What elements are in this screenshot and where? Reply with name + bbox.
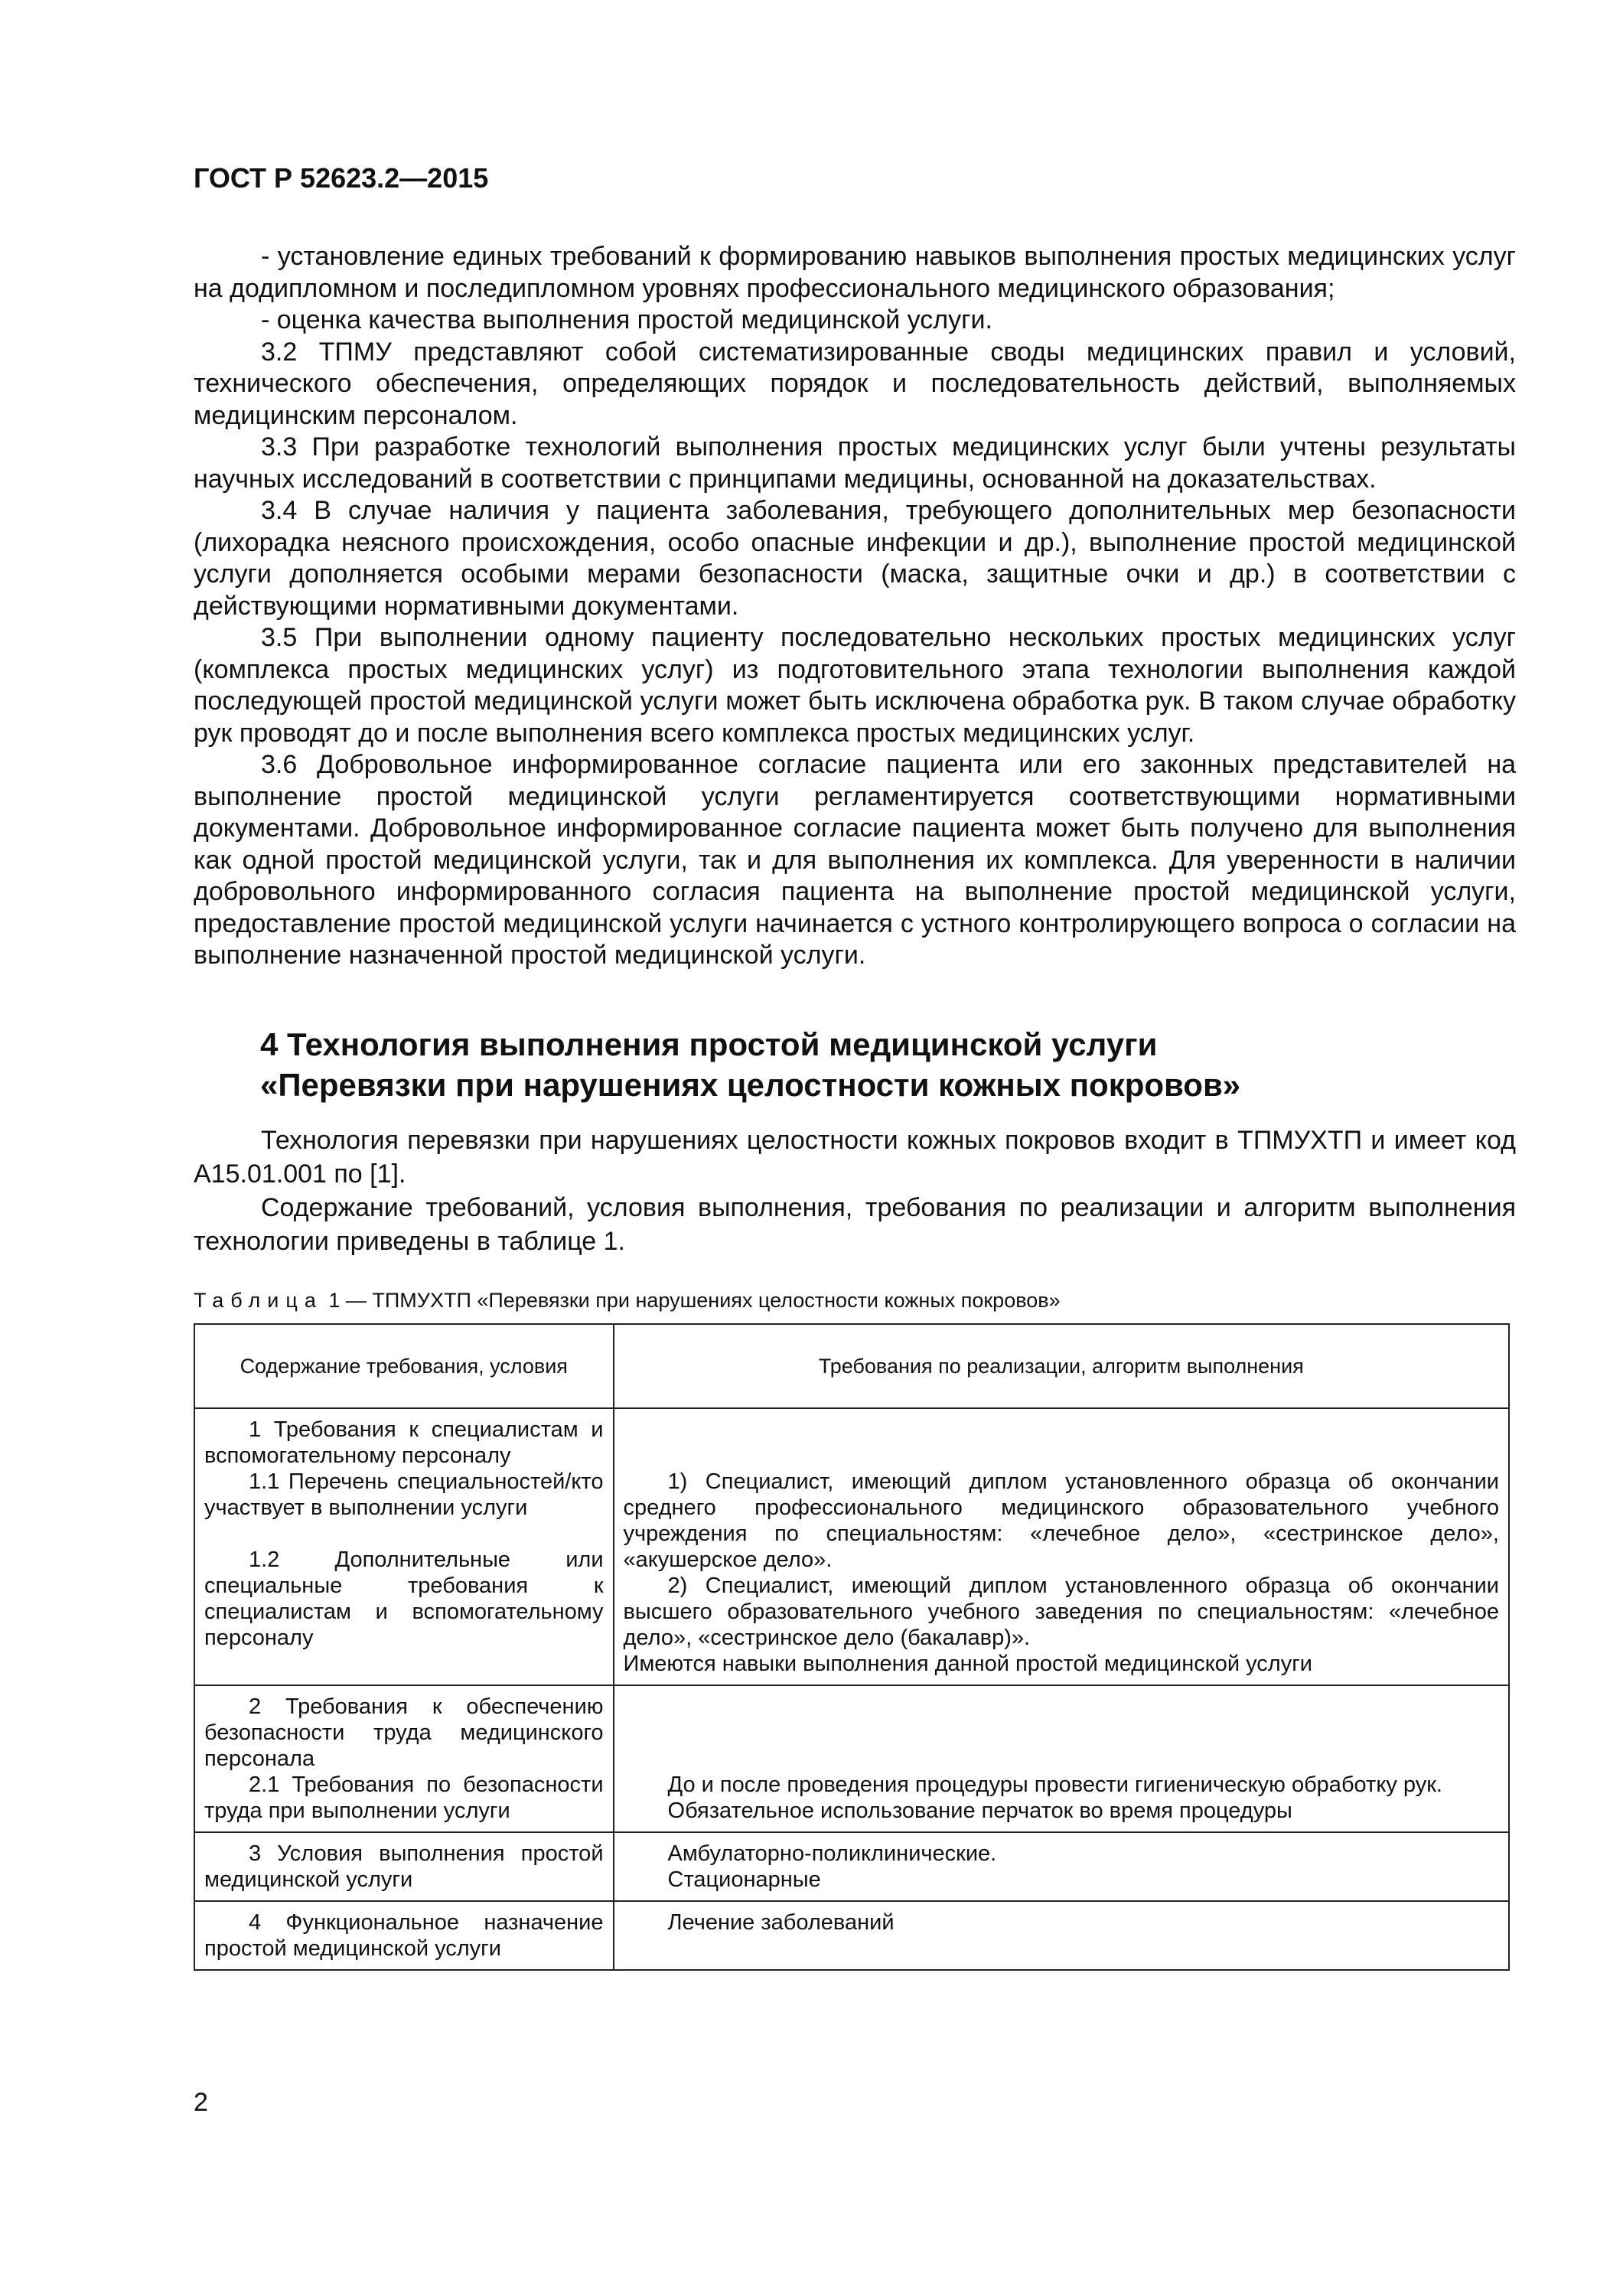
- cell-text: 1.2 Дополнительные или специальные требования к специалистам и вспомогательному персоналу: [204, 1548, 604, 1650]
- cell-text: 2 Требования к обеспечению безопасности труда медицинского персонала: [204, 1694, 604, 1771]
- paragraph: 3.3 При разработке технологий выполнения простых медицинских услуг были учтены результаты научных исследований в соответствии с принципами медицины, основанной на доказательствах.: [194, 432, 1516, 494]
- table-header-cell: Требования по реализации, алгоритм выполнения: [614, 1324, 1509, 1408]
- paragraph: 3.6 Добровольное информированное согласие пациента или его законных представителей на выполнение простой медицинской услуги регламентируется соответствующими нормативными документами. Добровольное информированное согласие пациента может быть получено для выполнения как одной простой медицинской услуги, так и для выполнения их комплекса. Для уверенности в наличии добровольного информированного согласия пациента на выполнение простой медицинской услуги, предоставление простой медицинской услуги начинается с устного контролирующего вопроса о согласии на выполнение назначенной простой медицинской услуги.: [194, 750, 1516, 970]
- cell-text: 1) Специалист, имеющий диплом установленного образца об окончании среднего профессионального медицинского образовательного учебного учреждения по специальностям: «лечебное дело», «сестринское дело», «акушерское дело».: [623, 1469, 1499, 1572]
- table-row: [194, 1901, 1509, 1970]
- cell-text: 1 Требования к специалистам и вспомогательному персоналу: [204, 1417, 604, 1468]
- table-cell: [194, 1832, 614, 1901]
- section-intro: [194, 1124, 1516, 1258]
- table-cell: [614, 1685, 1509, 1832]
- table-caption-label: Таблица: [194, 1289, 323, 1312]
- section-heading: [260, 1024, 1515, 1105]
- cell-text: 2.1 Требования по безопасности труда при выполнении услуги: [204, 1773, 604, 1823]
- table-row: [194, 1685, 1509, 1832]
- section-heading-line: 4 Технология выполнения простой медицинской услуги: [260, 1026, 1158, 1062]
- cell-text: 4 Функциональное назначение простой медицинской услуги: [204, 1910, 604, 1961]
- table-cell: [194, 1408, 614, 1685]
- table-row: [194, 1832, 1509, 1901]
- table-caption-text: 1 — ТПМУХТП «Перевязки при нарушениях целостности кожных покровов»: [328, 1289, 1061, 1312]
- paragraph: 3.2 ТПМУ представляют собой систематизированные своды медицинских правил и условий, технического обеспечения, определяющих порядок и последовательность действий, выполняемых медицинским персоналом.: [194, 337, 1516, 430]
- table-cell: [614, 1901, 1509, 1970]
- paragraph: Содержание требований, условия выполнения, требования по реализации и алгоритм выполнения технологии приведены в таблице 1.: [194, 1193, 1516, 1256]
- table-header-cell: Содержание требования, условия: [194, 1324, 614, 1408]
- paragraph: - оценка качества выполнения простой медицинской услуги.: [261, 305, 992, 334]
- paragraph: - установление единых требований к формированию навыков выполнения простых медицинских услуг на додипломном и последипломном уровнях профессионального медицинского образования;: [194, 242, 1516, 303]
- table-header-row: [194, 1324, 1509, 1408]
- page-number: 2: [194, 2088, 208, 2117]
- table-cell: [194, 1901, 614, 1970]
- table-caption: [194, 1289, 1061, 1313]
- cell-text: Стационарные: [667, 1867, 821, 1892]
- cell-text: 3 Условия выполнения простой медицинской услуги: [204, 1841, 604, 1892]
- paragraph: 3.5 При выполнении одному пациенту последовательно нескольких простых медицинских услуг (комплекса простых медицинских услуг) из подготовительного этапа технологии выполнения каждой последующей простой медицинской услуги может быть исключена обработка рук. В таком случае обработку рук проводят до и после выполнения всего комплекса простых медицинских услуг.: [194, 623, 1516, 748]
- cell-text: Обязательное использование перчаток во время процедуры: [667, 1799, 1292, 1823]
- table-cell: [614, 1832, 1509, 1901]
- body-text: [194, 241, 1516, 972]
- cell-text: Лечение заболеваний: [667, 1910, 895, 1935]
- table-row: [194, 1408, 1509, 1685]
- cell-text: 1.1 Перечень специальностей/кто участвует в выполнении услуги: [204, 1469, 604, 1520]
- requirements-table: [194, 1323, 1510, 1971]
- paragraph: 3.4 В случае наличия у пациента заболевания, требующего дополнительных мер безопасности (лихорадка неясного происхождения, особо опасные инфекции и др.), выполнение простой медицинской услуги дополняется особыми мерами безопасности (маска, защитные очки и др.) в соответствии с действующими нормативными документами.: [194, 496, 1516, 621]
- table-cell: [614, 1408, 1509, 1685]
- cell-text: 2) Специалист, имеющий диплом установленного образца об окончании высшего образовательного учебного заведения по специальностям: «лечебное дело», «сестринское дело (бакалавр)».: [623, 1574, 1499, 1650]
- paragraph: Технология перевязки при нарушениях целостности кожных покровов входит в ТПМУХТП и имеет код А15.01.001 по [1].: [194, 1126, 1516, 1189]
- document-id: ГОСТ Р 52623.2—2015: [194, 162, 489, 194]
- table-cell: [194, 1685, 614, 1832]
- cell-text: Амбулаторно-поликлинические.: [667, 1841, 997, 1866]
- section-heading-line: «Перевязки при нарушениях целостности кожных покровов»: [260, 1067, 1241, 1103]
- cell-text: Имеются навыки выполнения данной простой медицинской услуги: [623, 1652, 1312, 1676]
- cell-text: До и после проведения процедуры провести гигиеническую обработку рук.: [667, 1773, 1442, 1797]
